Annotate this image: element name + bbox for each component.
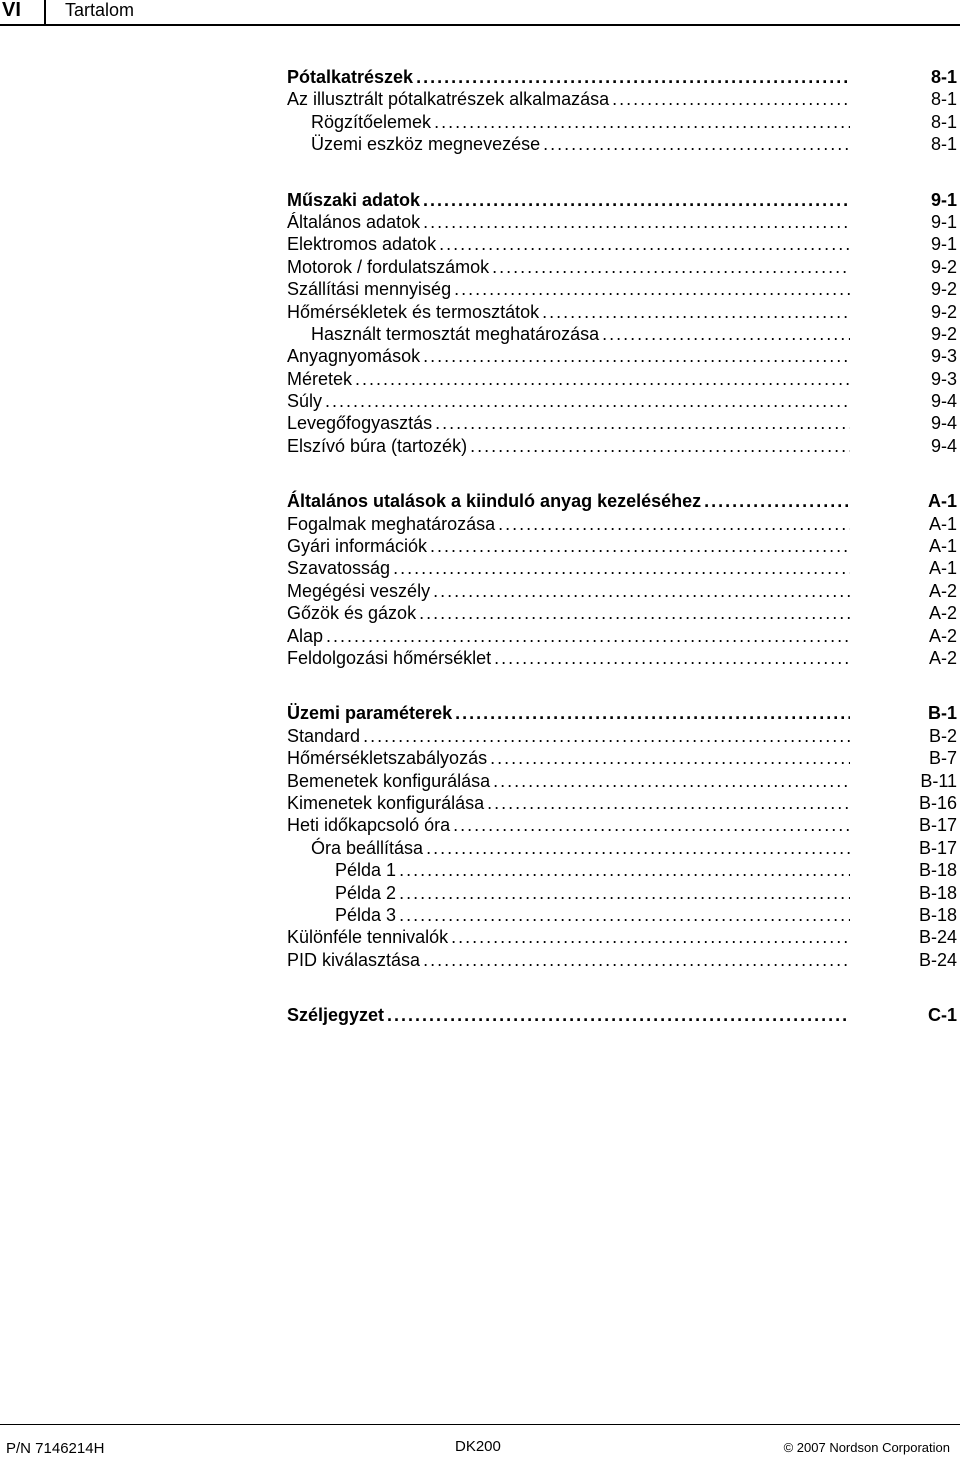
dot-leader bbox=[399, 859, 850, 881]
toc-entry[interactable] bbox=[287, 368, 957, 390]
toc-chapter-entry[interactable] bbox=[287, 490, 957, 512]
toc-entry-label: Szállítási mennyiség bbox=[287, 279, 452, 300]
dot-leader bbox=[423, 949, 850, 971]
dot-leader bbox=[487, 792, 850, 814]
toc-entry-label: Fogalmak meghatározása bbox=[287, 513, 496, 534]
toc-chapter-entry[interactable] bbox=[287, 1004, 957, 1026]
toc-entry-page: A-2 bbox=[928, 625, 957, 646]
toc-entry-page: B-18 bbox=[918, 860, 957, 881]
toc-entry[interactable] bbox=[287, 278, 957, 300]
toc-entry-label: Feldolgozási hőmérséklet bbox=[287, 647, 492, 668]
dot-leader bbox=[435, 412, 850, 434]
toc-entry[interactable] bbox=[287, 233, 957, 255]
toc-entry-page: B-18 bbox=[918, 904, 957, 925]
toc-entry[interactable] bbox=[287, 725, 957, 747]
page-header bbox=[0, 0, 960, 26]
toc-chapter-entry[interactable] bbox=[287, 702, 957, 724]
dot-leader bbox=[453, 814, 850, 836]
toc-entry-page: 8-1 bbox=[930, 89, 957, 110]
toc-entry[interactable] bbox=[287, 133, 957, 155]
header-rule bbox=[0, 24, 960, 26]
dot-leader bbox=[612, 88, 850, 110]
toc-entry-label: Az illusztrált pótalkatrészek alkalmazása bbox=[287, 89, 610, 110]
toc-entry[interactable] bbox=[287, 412, 957, 434]
toc-entry-page: A-2 bbox=[928, 580, 957, 601]
toc-entry-page: 9-4 bbox=[930, 391, 957, 412]
toc-entry[interactable] bbox=[287, 535, 957, 557]
toc-entry-label: Óra beállítása bbox=[311, 837, 424, 858]
toc-entry-label: Bemenetek konfigurálása bbox=[287, 770, 491, 791]
toc-entry[interactable] bbox=[287, 949, 957, 971]
toc-entry[interactable] bbox=[287, 882, 957, 904]
toc-entry-page: B-11 bbox=[920, 770, 957, 791]
toc-entry-label: Használt termosztát meghatározása bbox=[311, 323, 600, 344]
dot-leader bbox=[494, 647, 850, 669]
page-footer bbox=[0, 1424, 960, 1461]
toc-entry[interactable] bbox=[287, 580, 957, 602]
toc-entry-label: Elektromos adatok bbox=[287, 234, 437, 255]
toc-section bbox=[287, 189, 957, 458]
toc-entry-page: B-18 bbox=[918, 882, 957, 903]
toc-entry-page: 9-2 bbox=[930, 279, 957, 300]
toc-entry-label: Üzemi paraméterek bbox=[287, 703, 453, 724]
dot-leader bbox=[498, 513, 850, 535]
toc-entry-label: Példa 1 bbox=[335, 860, 397, 881]
dot-leader bbox=[419, 602, 850, 624]
toc-entry-label: Műszaki adatok bbox=[287, 189, 421, 210]
toc-entry-label: Általános adatok bbox=[287, 211, 421, 232]
toc-entry-label: Rögzítőelemek bbox=[311, 111, 432, 132]
toc-entry-label: Motorok / fordulatszámok bbox=[287, 256, 490, 277]
dot-leader bbox=[326, 625, 850, 647]
dot-leader bbox=[399, 904, 850, 926]
toc-entry-page: B-2 bbox=[928, 725, 957, 746]
toc-entry-page: A-1 bbox=[928, 558, 957, 579]
toc-chapter-entry[interactable] bbox=[287, 66, 957, 88]
toc-entry[interactable] bbox=[287, 88, 957, 110]
toc-entry[interactable] bbox=[287, 513, 957, 535]
dot-leader bbox=[454, 278, 850, 300]
toc-entry-page: 9-4 bbox=[930, 413, 957, 434]
toc-entry[interactable] bbox=[287, 625, 957, 647]
dot-leader bbox=[434, 111, 850, 133]
toc-entry-label: Különféle tennivalók bbox=[287, 927, 449, 948]
dot-leader bbox=[490, 747, 850, 769]
toc-entry-page: B-7 bbox=[928, 748, 957, 769]
dot-leader bbox=[439, 233, 850, 255]
toc-entry-page: 9-3 bbox=[930, 368, 957, 389]
toc-entry[interactable] bbox=[287, 814, 957, 836]
toc-entry[interactable] bbox=[287, 301, 957, 323]
page-number: VI bbox=[2, 0, 21, 21]
dot-leader bbox=[430, 535, 850, 557]
header-title: Tartalom bbox=[65, 0, 135, 20]
toc-entry[interactable] bbox=[287, 256, 957, 278]
dot-leader bbox=[455, 702, 850, 724]
dot-leader bbox=[363, 725, 850, 747]
dot-leader bbox=[423, 345, 850, 367]
toc-entry-label: PID kiválasztása bbox=[287, 949, 421, 970]
toc-entry-page: A-2 bbox=[928, 603, 957, 624]
toc-section bbox=[287, 702, 957, 971]
dot-leader bbox=[325, 390, 850, 412]
toc-entry[interactable] bbox=[287, 926, 957, 948]
toc-entry-page: A-1 bbox=[927, 491, 957, 512]
toc-entry-page: 9-3 bbox=[930, 346, 957, 367]
dot-leader bbox=[433, 580, 850, 602]
dot-leader bbox=[493, 770, 850, 792]
toc-entry-label: Megégési veszély bbox=[287, 580, 431, 601]
dot-leader bbox=[387, 1004, 850, 1026]
toc-entry-page: B-24 bbox=[918, 949, 957, 970]
footer-rule bbox=[0, 1424, 960, 1425]
toc-entry-label: Anyagnyomások bbox=[287, 346, 421, 367]
toc-entry[interactable] bbox=[287, 647, 957, 669]
toc-entry-label: Méretek bbox=[287, 368, 353, 389]
toc-entry-page: 8-1 bbox=[930, 111, 957, 132]
copyright: © 2007 Nordson Corporation bbox=[783, 1440, 950, 1455]
toc-entry[interactable] bbox=[287, 859, 957, 881]
toc-entry-label: Heti időkapcsoló óra bbox=[287, 815, 451, 836]
dot-leader bbox=[470, 435, 850, 457]
toc-entry-label: Súly bbox=[287, 391, 323, 412]
toc-entry[interactable] bbox=[287, 435, 957, 457]
toc-entry-page: A-1 bbox=[928, 536, 957, 557]
toc-entry-page: 9-4 bbox=[930, 435, 957, 456]
toc-section bbox=[287, 490, 957, 669]
toc-entry-label: Általános utalások a kiinduló anyag kezeléséhez bbox=[287, 491, 702, 512]
toc-entry[interactable] bbox=[287, 602, 957, 624]
toc-entry[interactable] bbox=[287, 792, 957, 814]
toc-entry-label: Levegőfogyasztás bbox=[287, 413, 433, 434]
dot-leader bbox=[451, 926, 850, 948]
toc-entry-page: 8-1 bbox=[930, 67, 957, 87]
toc-entry-page: C-1 bbox=[927, 1005, 957, 1026]
toc-entry-label: Standard bbox=[287, 725, 361, 746]
dot-leader bbox=[423, 189, 850, 211]
toc-entry-label: Hőmérsékletszabályozás bbox=[287, 748, 488, 769]
toc-entry[interactable] bbox=[287, 747, 957, 769]
toc-entry-label: Példa 3 bbox=[335, 904, 397, 925]
toc-entry-label: Gőzök és gázok bbox=[287, 603, 417, 624]
toc-entry-page: 9-2 bbox=[930, 256, 957, 277]
toc-entry[interactable] bbox=[287, 904, 957, 926]
dot-leader bbox=[423, 211, 850, 233]
dot-leader bbox=[399, 882, 850, 904]
dot-leader bbox=[355, 368, 850, 390]
toc-entry-page: B-16 bbox=[918, 792, 957, 813]
toc-entry[interactable] bbox=[287, 837, 957, 859]
toc-entry-page: 9-1 bbox=[930, 211, 957, 232]
toc-entry-label: Széljegyzet bbox=[287, 1005, 385, 1026]
toc-entry[interactable] bbox=[287, 323, 957, 345]
toc-entry-label: Kimenetek konfigurálása bbox=[287, 792, 485, 813]
toc-section bbox=[287, 66, 957, 156]
toc-entry-label: Üzemi eszköz megnevezése bbox=[311, 134, 541, 155]
dot-leader bbox=[602, 323, 850, 345]
dot-leader bbox=[393, 557, 850, 579]
toc-entry-page: B-17 bbox=[918, 837, 957, 858]
toc-entry-label: Példa 2 bbox=[335, 882, 397, 903]
toc-entry-page: 9-2 bbox=[930, 301, 957, 322]
toc-entry-page: A-2 bbox=[928, 647, 957, 668]
toc-entry[interactable] bbox=[287, 770, 957, 792]
toc-entry-page: B-1 bbox=[927, 703, 957, 724]
dot-leader bbox=[542, 301, 850, 323]
dot-leader bbox=[426, 837, 850, 859]
toc-entry-label: Alap bbox=[287, 625, 324, 646]
model-name: DK200 bbox=[455, 1438, 501, 1455]
toc-entry-page: 9-2 bbox=[930, 323, 957, 344]
toc-entry-label: Elszívó búra (tartozék) bbox=[287, 435, 468, 456]
toc-entry-label: Szavatosság bbox=[287, 558, 391, 579]
toc-entry[interactable] bbox=[287, 345, 957, 367]
toc-entry-label: Gyári információk bbox=[287, 536, 428, 557]
table-of-contents bbox=[287, 66, 957, 1059]
toc-entry-page: 9-1 bbox=[930, 234, 957, 255]
dot-leader bbox=[492, 256, 850, 278]
toc-entry-page: A-1 bbox=[928, 513, 957, 534]
toc-entry[interactable] bbox=[287, 111, 957, 133]
dot-leader bbox=[543, 133, 850, 155]
toc-entry-page: 8-1 bbox=[930, 134, 957, 155]
dot-leader bbox=[416, 66, 850, 88]
header-divider bbox=[44, 0, 46, 26]
toc-entry-label: Pótalkatrészek bbox=[287, 67, 414, 87]
toc-entry-page: B-24 bbox=[918, 927, 957, 948]
toc-chapter-entry[interactable] bbox=[287, 189, 957, 211]
toc-entry[interactable] bbox=[287, 211, 957, 233]
toc-entry[interactable] bbox=[287, 557, 957, 579]
toc-section bbox=[287, 1004, 957, 1026]
toc-entry[interactable] bbox=[287, 390, 957, 412]
toc-entry-page: B-17 bbox=[918, 815, 957, 836]
toc-entry-page: 9-1 bbox=[930, 189, 957, 210]
part-number: P/N 7146214H bbox=[6, 1440, 105, 1457]
dot-leader bbox=[704, 490, 850, 512]
toc-entry-label: Hőmérsékletek és termosztátok bbox=[287, 301, 540, 322]
